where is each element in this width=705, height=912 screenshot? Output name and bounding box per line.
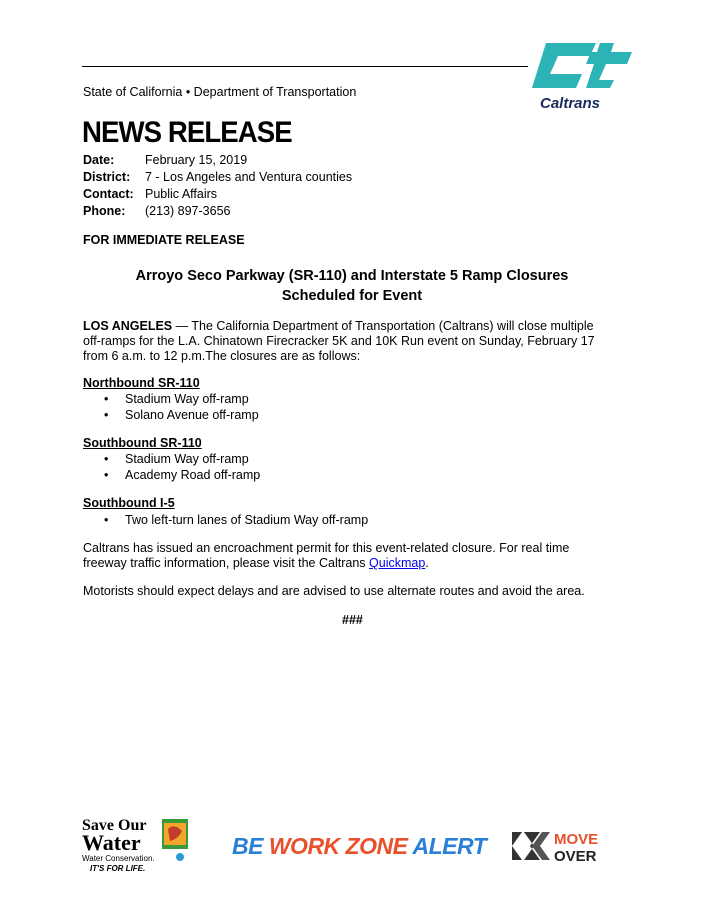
svg-text:Save Our: Save Our [82, 817, 147, 834]
save-our-water-logo [82, 815, 192, 875]
caltrans-logo-text: Caltrans [540, 95, 601, 112]
section-list [104, 512, 368, 528]
agency-line: State of California • Department of Transportation [83, 85, 357, 99]
section-list [104, 451, 260, 483]
svg-text:Water Conservation.: Water Conservation. [82, 854, 155, 863]
meta-row: District: 7 - Los Angeles and Ventura counties [83, 170, 353, 184]
motorists-paragraph: Motorists should expect delays and are advised to use alternate routes and avoid the area. [83, 584, 585, 598]
svg-text:IT'S FOR LIFE.: IT'S FOR LIFE. [90, 864, 146, 873]
end-mark: ### [342, 613, 363, 627]
svg-text:MOVE: MOVE [554, 831, 599, 848]
quickmap-link[interactable]: Quickmap [369, 556, 426, 570]
release-meta [83, 152, 352, 220]
list-item: • Two left-turn lanes of Stadium Way off-ramp [104, 513, 369, 527]
list-item: • Stadium Way off-ramp [104, 392, 249, 406]
dateline: LOS ANGELES [83, 319, 173, 333]
meta-row: Contact: Public Affairs [83, 187, 218, 201]
move-over-logo [510, 826, 620, 866]
section-heading: Southbound SR-110 [83, 436, 202, 450]
work-zone-alert-logo: BE WORK ZONE ALERT [232, 833, 487, 859]
permit-paragraph: Caltrans has issued an encroachment permit for this event-related closure. For real time freeway traffic information, please visit the Caltrans Quickmap. [83, 541, 570, 570]
svg-text:Water: Water [82, 830, 141, 855]
header-rule [82, 66, 528, 67]
section-heading: Southbound I-5 [83, 496, 175, 510]
headline: Arroyo Seco Parkway (SR-110) and Interstate 5 Ramp Closures Scheduled for Event [135, 268, 569, 304]
meta-row: Date: February 15, 2019 [83, 153, 248, 167]
list-item: • Stadium Way off-ramp [104, 452, 249, 466]
list-item: • Solano Avenue off-ramp [104, 408, 259, 422]
meta-row: Phone: (213) 897-3656 [83, 204, 231, 218]
immediate-release-label: FOR IMMEDIATE RELEASE [83, 233, 245, 247]
intro-paragraph: LOS ANGELES — The California Department of Transportation (Caltrans) will close multiple off-ramps for the L.A. Chinatown Firecracker 5K and 10K Run event on Sunday, February 17 from 6 a.m. to 12 p.m.The closures are as follows: [83, 319, 595, 363]
section-list [104, 391, 259, 423]
caltrans-logo [528, 38, 638, 118]
list-item: • Academy Road off-ramp [104, 468, 261, 482]
svg-text:OVER: OVER [554, 848, 597, 865]
section-heading: Northbound SR-110 [83, 376, 200, 390]
page-title: NEWS RELEASE [82, 116, 292, 149]
